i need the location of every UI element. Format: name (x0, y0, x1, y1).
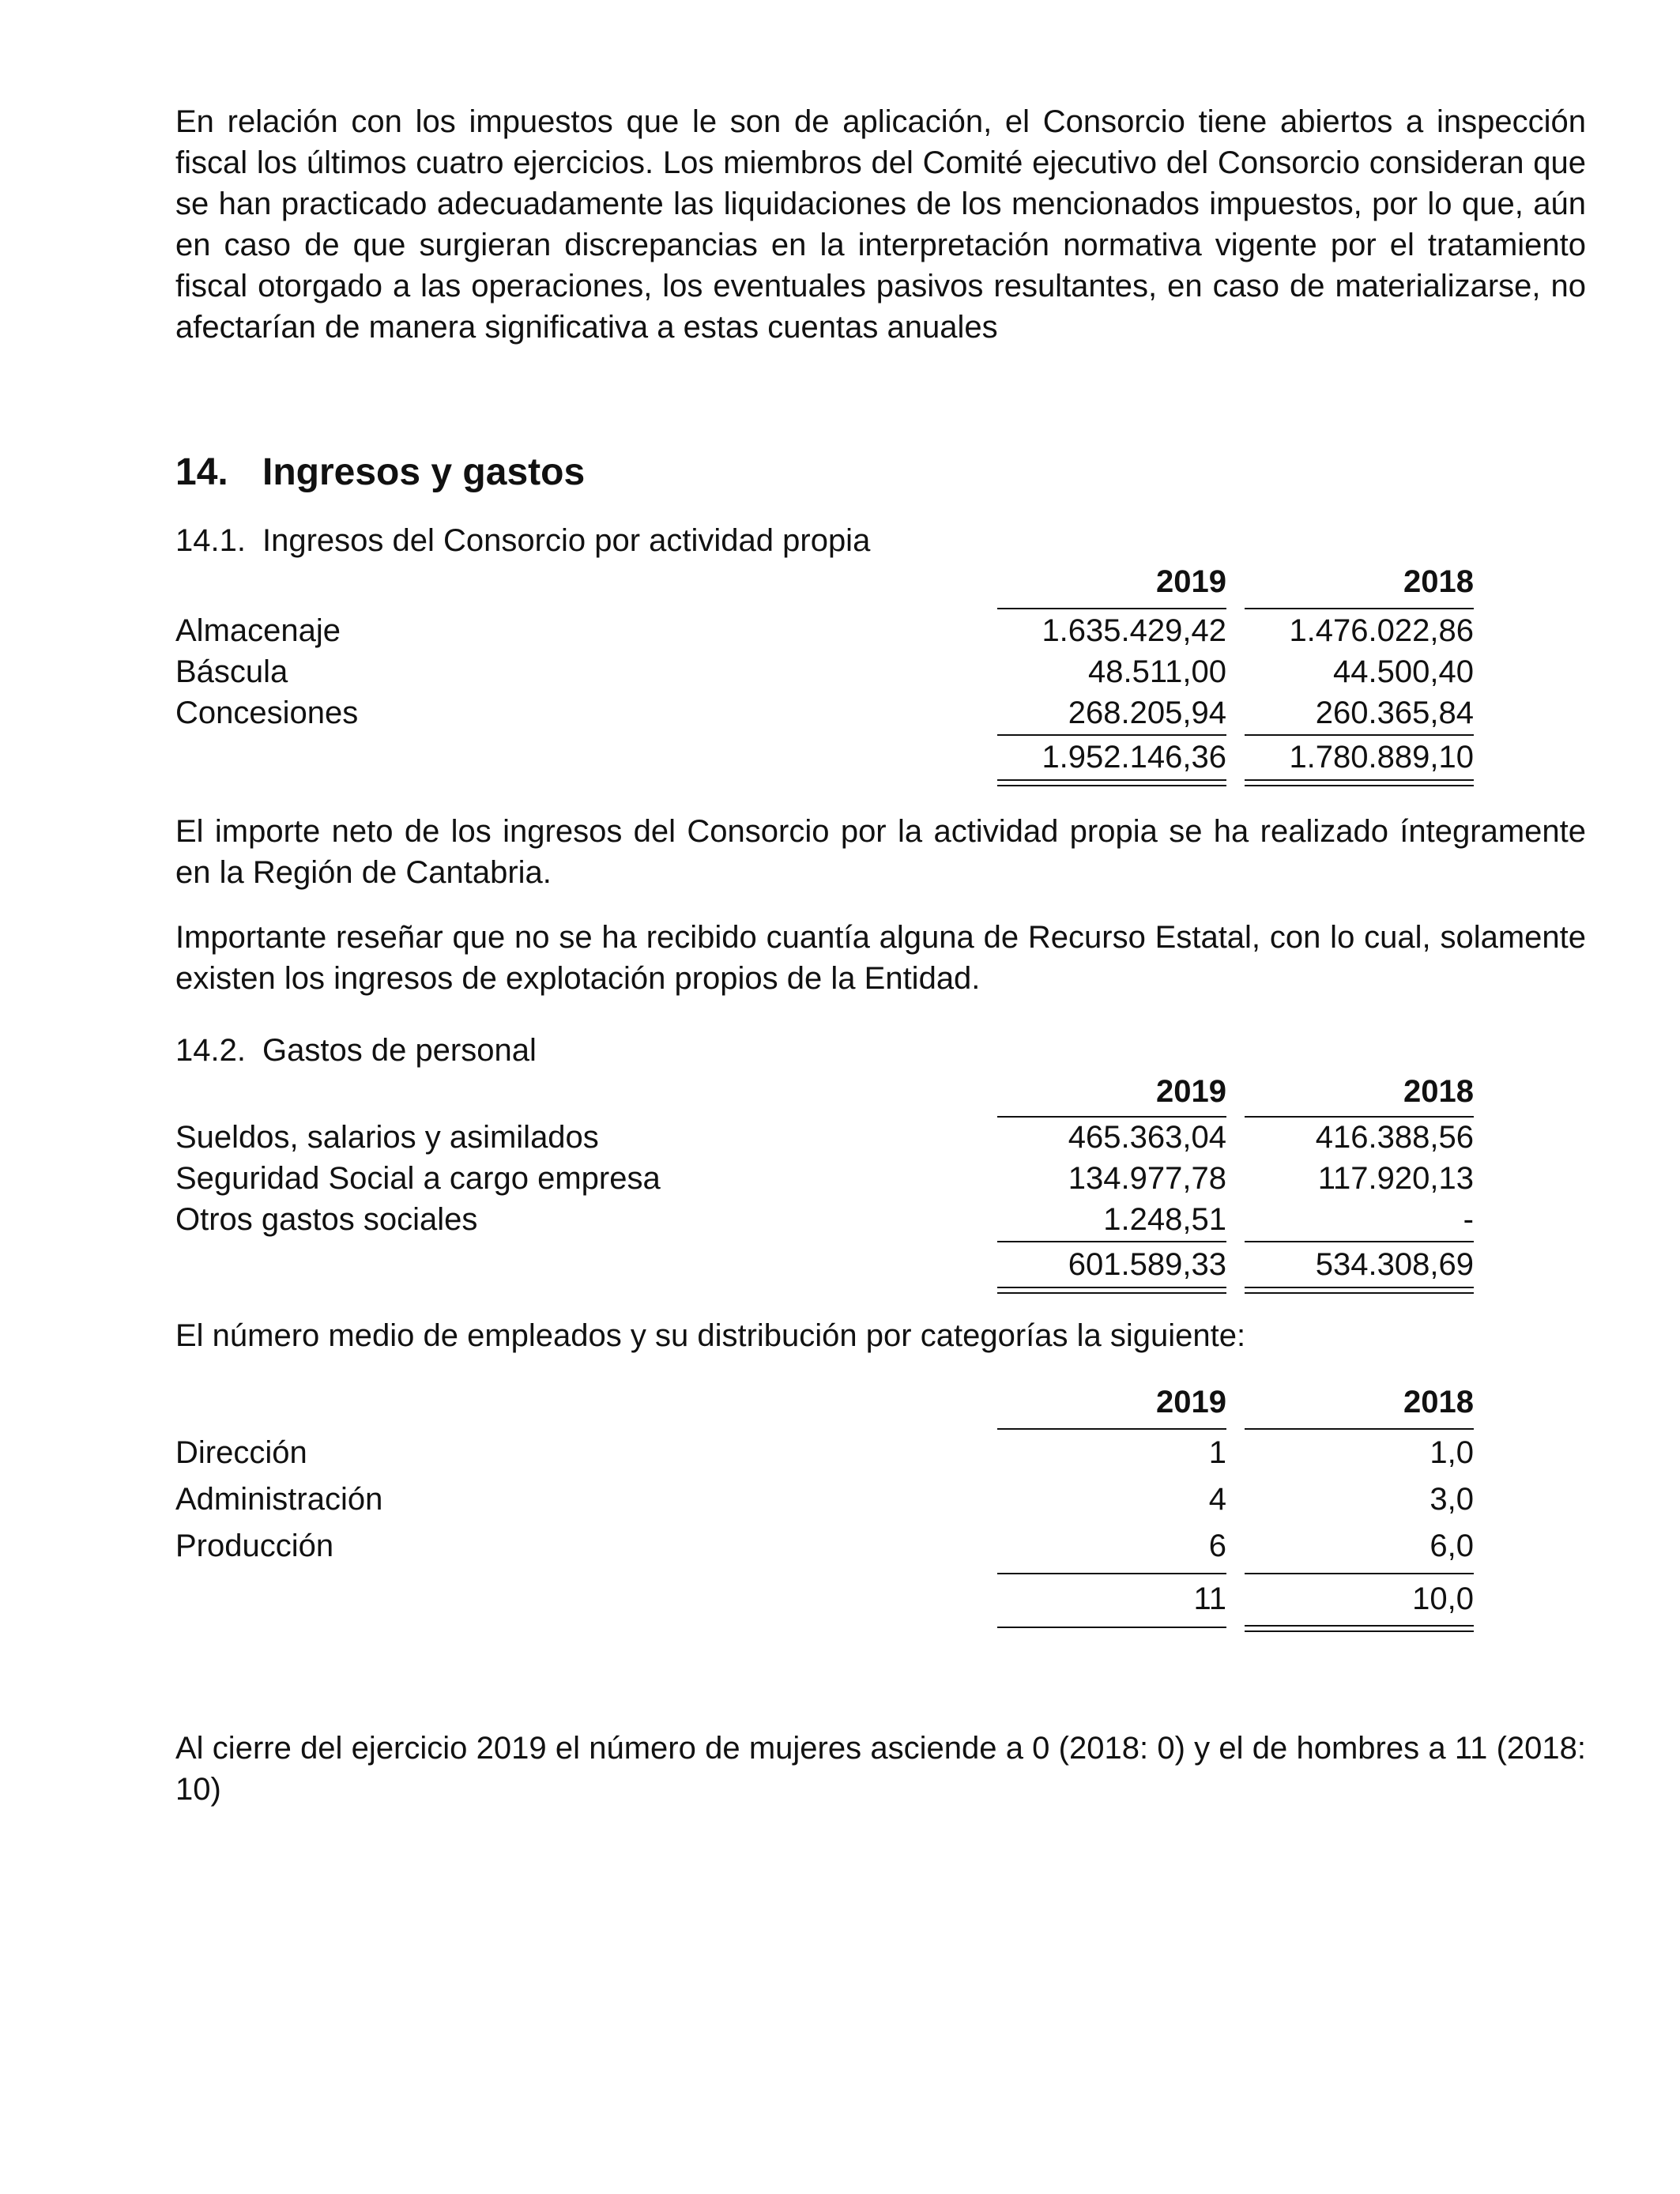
table-cell-2018: 117.920,13 (1317, 1161, 1474, 1196)
empleados-subtotal-rule-2019 (997, 1573, 1226, 1574)
ingresos-title: Ingresos del Consorcio por actividad propia (262, 523, 871, 558)
table-row-label: Producción (175, 1529, 334, 1563)
empleados-paragraph: El número medio de empleados y su distribución por categorías la siguiente: (175, 1318, 1246, 1353)
intro-paragraph: En relación con los impuestos que le son de aplicación, el Consorcio tiene abiertos a inspección fiscal los últimos cuatro ejercicios. Los miembros del Comité ejecutivo del Consorcio consideran que se han practicado adecuadamente las liquidaciones de los mencionados impuestos, por lo que, aún en caso de que surgieran discrepancias en la interpretación normativa vigente por el tratamiento fiscal otorgado a las operaciones, los eventuales pasivos resultantes, en caso de materializarse, no afectarían de manera significativa a estas cuentas anuales (175, 104, 1586, 345)
empleados-subtotal-rule-2018 (1245, 1573, 1474, 1574)
empleados-total-double-rule-2018 (1245, 1625, 1474, 1632)
table-cell-2018: - (1463, 1202, 1474, 1237)
empleados-total-rule-2019 (997, 1627, 1226, 1628)
empleados-total-2019: 11 (1193, 1581, 1226, 1616)
table-cell-2018: 6,0 (1430, 1529, 1474, 1563)
gastos-total-2019: 601.589,33 (1068, 1247, 1226, 1282)
table-cell-2019: 268.205,94 (1068, 696, 1226, 730)
table-cell-2018: 3,0 (1430, 1482, 1474, 1517)
section-number: 14. (175, 451, 228, 493)
table-cell-2018: 1,0 (1430, 1435, 1474, 1470)
table-row-label: Dirección (175, 1435, 307, 1470)
gastos-number: 14.2. (175, 1033, 246, 1068)
ingresos-paragraph-2: Importante reseñar que no se ha recibido cuantía alguna de Recurso Estatal, con lo cual, solamente existen los ingresos de explotación propios de la Entidad. (175, 920, 1586, 996)
table-cell-2018: 44.500,40 (1333, 654, 1474, 689)
table-row-label: Almacenaje (175, 613, 341, 648)
section-title: Ingresos y gastos (262, 451, 586, 493)
gastos-subtotal-rule-2018 (1245, 1241, 1474, 1242)
table-cell-2018: 260.365,84 (1315, 696, 1474, 730)
ingresos-header-rule-2018 (1245, 608, 1474, 609)
table-cell-2019: 465.363,04 (1068, 1120, 1226, 1155)
gastos-header-2019: 2019 (1156, 1074, 1226, 1109)
table-row-label: Otros gastos sociales (175, 1202, 478, 1237)
gastos-total-double-rule-2018 (1245, 1287, 1474, 1294)
ingresos-subheading (175, 520, 870, 561)
gastos-total-double-rule-2019 (997, 1287, 1226, 1294)
empleados-header-rule-2019 (997, 1428, 1226, 1430)
table-cell-2019: 6 (1208, 1529, 1226, 1563)
closing-paragraph: Al cierre del ejercicio 2019 el número de mujeres asciende a 0 (2018: 0) y el de hombres a 11 (2018: 10) (175, 1731, 1586, 1807)
table-cell-2019: 1 (1208, 1435, 1226, 1470)
table-row-label: Báscula (175, 654, 288, 689)
table-cell-2019: 1.635.429,42 (1042, 613, 1226, 648)
table-row-label: Concesiones (175, 696, 359, 730)
table-cell-2018: 1.476.022,86 (1289, 613, 1474, 648)
table-cell-2019: 134.977,78 (1068, 1161, 1226, 1196)
ingresos-total-double-rule-2018 (1245, 779, 1474, 786)
empleados-header-2018: 2018 (1403, 1385, 1474, 1419)
ingresos-number: 14.1. (175, 523, 246, 558)
empleados-total-2018: 10,0 (1412, 1581, 1474, 1616)
gastos-header-2018: 2018 (1403, 1074, 1474, 1109)
ingresos-header-2018: 2018 (1403, 564, 1474, 599)
ingresos-total-double-rule-2019 (997, 779, 1226, 786)
ingresos-paragraph-1: El importe neto de los ingresos del Consorcio por la actividad propia se ha realizado íntegramente en la Región de Cantabria. (175, 814, 1586, 890)
gastos-subheading (175, 1030, 537, 1071)
empleados-header-2019: 2019 (1156, 1385, 1226, 1419)
gastos-title: Gastos de personal (262, 1033, 537, 1068)
table-row-label: Seguridad Social a cargo empresa (175, 1161, 661, 1196)
empleados-header-rule-2018 (1245, 1428, 1474, 1430)
ingresos-subtotal-rule-2019 (997, 734, 1226, 736)
ingresos-subtotal-rule-2018 (1245, 734, 1474, 736)
table-cell-2018: 416.388,56 (1315, 1120, 1474, 1155)
ingresos-total-2018: 1.780.889,10 (1289, 740, 1474, 775)
section-heading (175, 449, 585, 496)
ingresos-header-2019: 2019 (1156, 564, 1226, 599)
ingresos-header-rule-2019 (997, 608, 1226, 609)
table-row-label: Administración (175, 1482, 383, 1517)
table-cell-2019: 4 (1208, 1482, 1226, 1517)
table-cell-2019: 48.511,00 (1088, 654, 1226, 689)
ingresos-total-2019: 1.952.146,36 (1042, 740, 1226, 775)
gastos-total-2018: 534.308,69 (1315, 1247, 1474, 1282)
table-cell-2019: 1.248,51 (1103, 1202, 1226, 1237)
gastos-subtotal-rule-2019 (997, 1241, 1226, 1242)
table-row-label: Sueldos, salarios y asimilados (175, 1120, 599, 1155)
